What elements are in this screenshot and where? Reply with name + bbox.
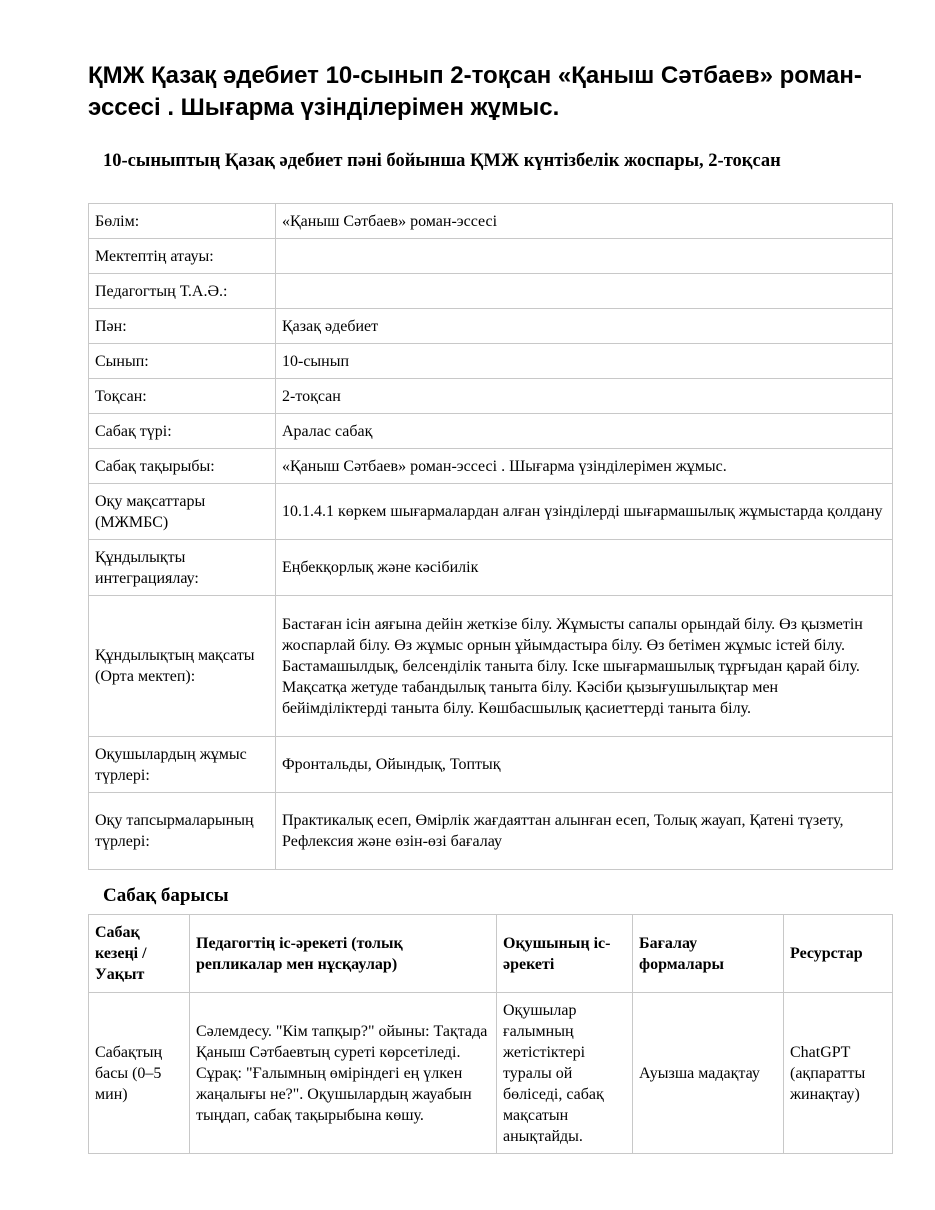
info-value [276, 274, 893, 309]
table-row [89, 596, 893, 737]
info-label: Оқу мақсаттары (МЖМБС) [89, 484, 276, 540]
info-label: Құндылықты интеграциялау: [89, 540, 276, 596]
document-title: ҚМЖ Қазақ әдебиет 10-сынып 2-тоқсан «Қаныш Сәтбаев» роман-эссесі . Шығарма үзінділерімен жұмыс. [88, 62, 862, 121]
table-row [89, 484, 893, 540]
info-label: Педагогтың Т.А.Ә.: [89, 274, 276, 309]
info-label: Сынып: [89, 344, 276, 379]
student-activity-cell: Оқушылар ғалымның жетістіктері туралы ой бөліседі, сабақ мақсатын анықтайды. [497, 993, 633, 1154]
column-header-student-activity: Оқушының іс-әрекеті [497, 915, 633, 993]
plan-subtitle: 10-сыныптың Қазақ әдебиет пәні бойынша ҚМЖ күнтізбелік жоспары, 2-тоқсан [103, 151, 781, 171]
info-label: Құндылықтың мақсаты (Орта мектеп): [89, 596, 276, 737]
teacher-activity-cell: Сәлемдесу. "Кім тапқыр?" ойыны: Тақтада Қаныш Сәтбаевтың суреті көрсетіледі. Сұрақ: "Ғалымның өміріндегі ең үлкен жаңалығы не?". Оқушылардың жауабын тыңдап, сабақ тақырыбына көшу. [190, 993, 497, 1154]
section-title: Сабақ барысы [103, 885, 229, 906]
info-value: Фронтальды, Ойындық, Топтық [276, 737, 893, 793]
column-header-stage: Сабақ кезеңі / Уақыт [89, 915, 190, 993]
info-value: Практикалық есеп, Өмірлік жағдаяттан алынған есеп, Толық жауап, Қатені түзету, Рефлексия және өзін-өзі бағалау [276, 793, 893, 870]
lesson-stage-cell: Сабақтың басы (0–5 мин) [89, 993, 190, 1154]
info-value: 10.1.4.1 көркем шығармалардан алған үзінділерді шығармашылық жұмыстарда қолдану [276, 484, 893, 540]
column-header-assessment: Бағалау формалары [633, 915, 784, 993]
assessment-cell: Ауызша мадақтау [633, 993, 784, 1154]
info-value: 10-сынып [276, 344, 893, 379]
lesson-info-table [88, 203, 893, 870]
table-header-row [89, 915, 893, 993]
table-row [89, 344, 893, 379]
table-row [89, 449, 893, 484]
info-label: Пән: [89, 309, 276, 344]
lesson-progress-table [88, 914, 893, 1154]
table-row [89, 309, 893, 344]
info-value: Еңбекқорлық және кәсібилік [276, 540, 893, 596]
table-row [89, 379, 893, 414]
table-row [89, 540, 893, 596]
column-header-teacher-activity: Педагогтің іс-әрекеті (толық репликалар мен нұсқаулар) [190, 915, 497, 993]
table-row [89, 993, 893, 1154]
info-label: Бөлім: [89, 204, 276, 239]
info-label: Тоқсан: [89, 379, 276, 414]
table-row [89, 414, 893, 449]
info-value: 2-тоқсан [276, 379, 893, 414]
info-label: Сабақ тақырыбы: [89, 449, 276, 484]
info-value: «Қаныш Сәтбаев» роман-эссесі [276, 204, 893, 239]
info-label: Сабақ түрі: [89, 414, 276, 449]
info-label: Оқу тапсырмаларының түрлері: [89, 793, 276, 870]
resources-cell: ChatGPT (ақпаратты жинақтау) [784, 993, 893, 1154]
table-row [89, 737, 893, 793]
table-row [89, 274, 893, 309]
info-label: Оқушылардың жұмыс түрлері: [89, 737, 276, 793]
info-label: Мектептің атауы: [89, 239, 276, 274]
info-value: Аралас сабақ [276, 414, 893, 449]
info-value: «Қаныш Сәтбаев» роман-эссесі . Шығарма үзінділерімен жұмыс. [276, 449, 893, 484]
table-row [89, 239, 893, 274]
table-row [89, 204, 893, 239]
info-value [276, 239, 893, 274]
info-value: Бастаған ісін аяғына дейін жеткізе білу. Жұмысты сапалы орындай білу. Өз қызметін жоспарлай білу. Өз жұмыс орнын ұйымдастыра білу. Өз бетімен жұмыс істей білу. Бастамашылдық, белсенділік таныта білу. Іске шығармашылық тұрғыдан қарай білу. Мақсатқа жетуде табандылық таныта білу. Кәсіби қызығушылықтар мен бейімділіктерді таныта білу. Көшбасшылық қасиеттерді таныта білу. [276, 596, 893, 737]
column-header-resources: Ресурстар [784, 915, 893, 993]
info-value: Қазақ әдебиет [276, 309, 893, 344]
table-row [89, 793, 893, 870]
